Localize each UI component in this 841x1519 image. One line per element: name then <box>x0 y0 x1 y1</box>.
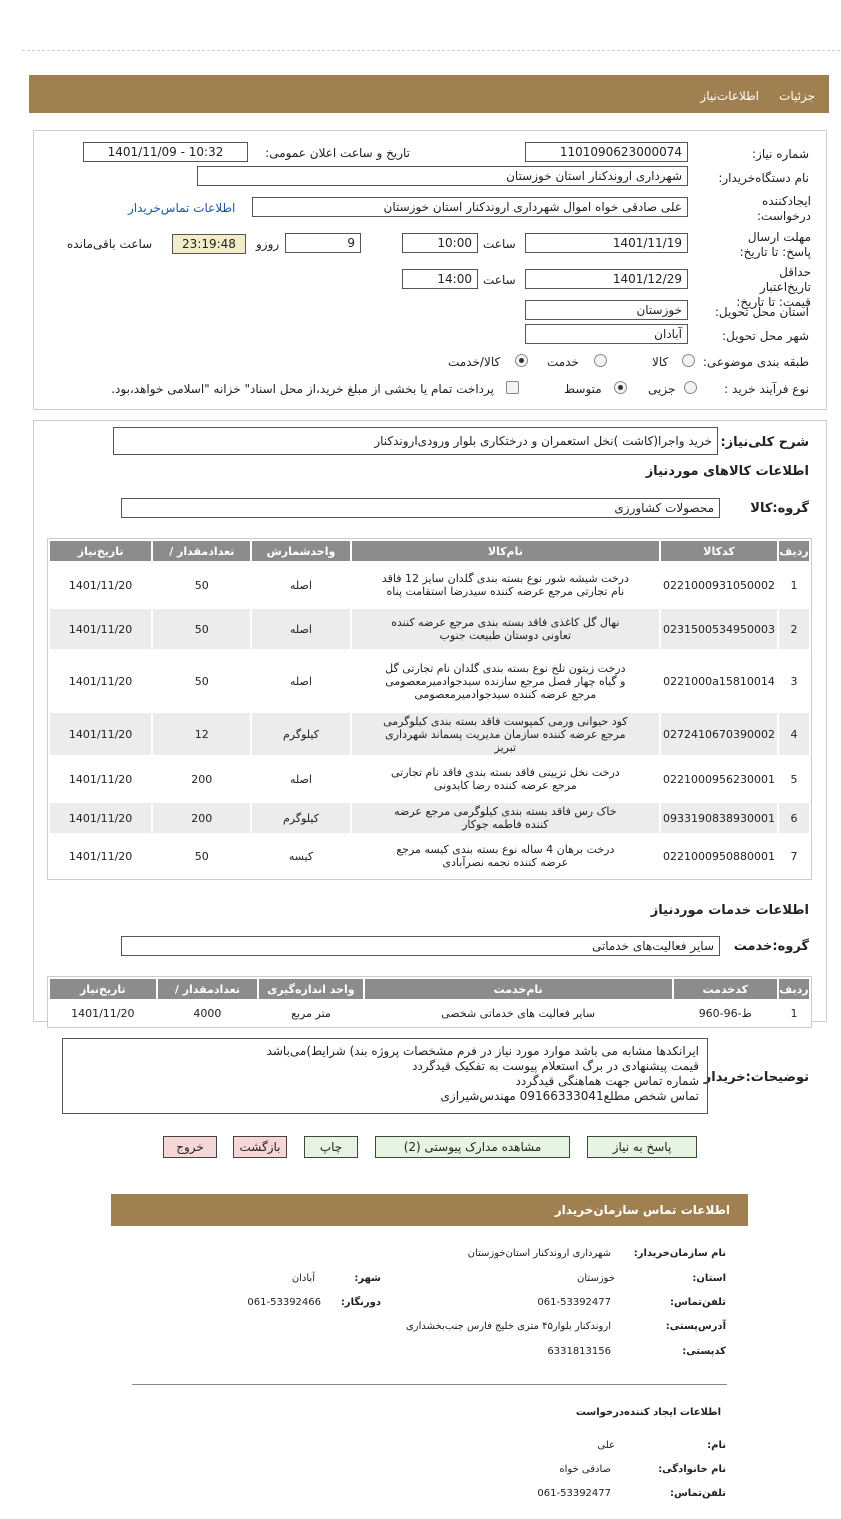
goods-group-field: محصولات کشاورزی <box>121 498 720 518</box>
goods-cell-unit: اصله <box>251 562 350 608</box>
creator-label: ایجادکننده درخواست: <box>757 194 811 223</box>
goods-cell-name: درخت زیتون تلخ نوع بسته بندی گلدان نام تجارتی گل و گیاه چهار فصل مرجع سازنده سیدجوادمیرمعصومی مرجع عرضه کننده سیدجوادمیرمعصومی <box>351 650 660 712</box>
goods-section-title: اطلاعات کالاهای موردنیاز <box>645 464 809 479</box>
goods-header-cell: واحدشمارش <box>251 540 350 562</box>
attachments-button[interactable]: مشاهده مدارک پیوستی (2) <box>375 1136 570 1158</box>
process-medium-label: متوسط <box>564 382 602 396</box>
city-label: شهر محل تحویل: <box>722 329 809 343</box>
services-cell-n: 1 <box>778 1000 810 1026</box>
creator-field: علی صادقی خواه اموال شهرداری اروندکنار استان خوزستان <box>252 197 688 217</box>
creator-section-title: اطلاعات ایجاد کننده‌درخواست <box>575 1407 721 1418</box>
goods-cell-code: 0221000a15810014 <box>660 650 778 712</box>
creator-fname-label: نام: <box>707 1440 726 1451</box>
payment-note: پرداخت تمام یا بخشی از مبلغ خرید،از محل اسناد" خزانه "اسلامی خواهد،بود. <box>111 382 494 396</box>
goods-row <box>49 756 810 802</box>
goods-cell-n: 6 <box>778 802 810 834</box>
send-time-field: 10:00 <box>402 233 478 253</box>
goods-cell-date: 1401/11/20 <box>49 756 152 802</box>
services-table <box>47 976 812 1028</box>
page-header <box>29 75 829 113</box>
goods-row <box>49 834 810 878</box>
announce-field: 1401/11/09 - 10:32 <box>83 142 248 162</box>
services-group-label: گروه:خدمت <box>733 939 809 954</box>
goods-cell-name: کود حیوانی ورمی کمپوست فاقد بسته بندی کیلوگرمی مرجع عرضه کننده سازمان مدیریت پسماند شهرداری تبریز <box>351 712 660 756</box>
back-button[interactable]: بازگشت <box>233 1136 287 1158</box>
goods-header-cell: نام‌کالا <box>351 540 660 562</box>
process-medium-radio[interactable] <box>614 381 627 394</box>
goods-header-cell: تاریخ‌نیاز <box>49 540 152 562</box>
notes-line: ایرانکدها مشابه می باشد موارد مورد نیاز در فرم مشخصات پروژه بند) شرایط)می‌باشد <box>266 1044 699 1058</box>
goods-cell-qty: 200 <box>152 756 251 802</box>
org-address-label: آدرس‌پستی: <box>665 1321 726 1332</box>
remaining-time: 23:19:48 <box>172 234 246 254</box>
goods-cell-date: 1401/11/20 <box>49 712 152 756</box>
org-fax: 061-53392466 <box>247 1297 321 1308</box>
services-row <box>49 1000 810 1026</box>
goods-cell-code: 0231500534950003 <box>660 608 778 650</box>
org-divider <box>132 1384 727 1385</box>
goods-cell-date: 1401/11/20 <box>49 608 152 650</box>
goods-cell-qty: 200 <box>152 802 251 834</box>
org-phone-label: تلفن‌تماس: <box>669 1297 726 1308</box>
goods-cell-name: نهال گل کاغذی فاقد بسته بندی مرجع عرضه کننده تعاونی دوستان طبیعت جنوب <box>351 608 660 650</box>
goods-header-cell: ردیف <box>778 540 810 562</box>
services-header-cell: تاریخ‌نیاز <box>49 978 157 1000</box>
summary-field: خرید واجرا(کاشت )نخل استعمران و درختکاری بلوار ورودی‌اروندکنار <box>113 427 718 455</box>
validity-label: حداقل تاریخ‌اعتبار قیمت: تا تاریخ: <box>736 265 811 309</box>
category-both-label: کالا/خدمت <box>448 355 501 369</box>
goods-cell-unit: اصله <box>251 756 350 802</box>
goods-cell-date: 1401/11/20 <box>49 650 152 712</box>
org-province-label: استان: <box>692 1273 726 1284</box>
goods-cell-qty: 50 <box>152 608 251 650</box>
goods-cell-date: 1401/11/20 <box>49 834 152 878</box>
need-no-label: شماره نیاز: <box>752 147 809 161</box>
org-contact-title: اطلاعات تماس سازمان‌خریدار <box>554 1203 730 1217</box>
process-label: نوع فرآیند خرید : <box>724 382 809 396</box>
org-fax-label: دورنگار: <box>340 1297 381 1308</box>
goods-cell-code: 0272410670390002 <box>660 712 778 756</box>
creator-phone-label: تلفن‌تماس: <box>669 1488 726 1499</box>
goods-header-cell: کدکالا <box>660 540 778 562</box>
services-header-cell: نام‌خدمت <box>364 978 673 1000</box>
creator-phone: 061-53392477 <box>537 1488 611 1499</box>
tab-details[interactable]: جزئیات <box>779 89 815 103</box>
org-address: اروندکنار بلوار۴۵ متری خلیج فارس جنب‌بخشداری <box>405 1321 611 1332</box>
services-cell-code: ط-96-960 <box>673 1000 779 1026</box>
buyer-contact-link[interactable]: اطلاعات تماس‌خریدار <box>128 201 236 215</box>
province-field: خوزستان <box>525 300 688 320</box>
summary-label: شرح کلی‌نیاز: <box>720 435 809 450</box>
city-field: آبادان <box>525 324 688 344</box>
validity-time-label: ساعت <box>483 273 516 287</box>
validity-time-field: 14:00 <box>402 269 478 289</box>
goods-cell-code: 0221000950880001 <box>660 834 778 878</box>
category-label: طبقه بندی موضوعی: <box>702 355 809 369</box>
category-goods-label: کالا <box>652 355 669 369</box>
goods-row <box>49 802 810 834</box>
services-header-cell: کدخدمت <box>673 978 779 1000</box>
services-cell-date: 1401/11/20 <box>49 1000 157 1026</box>
services-cell-qty: 4000 <box>157 1000 259 1026</box>
services-cell-unit: متر مربع <box>258 1000 364 1026</box>
buyer-field: شهرداری اروندکنار استان خوزستان <box>197 166 688 186</box>
goods-cell-n: 4 <box>778 712 810 756</box>
goods-cell-code: 0221000956230001 <box>660 756 778 802</box>
goods-cell-unit: کیلوگرم <box>251 712 350 756</box>
send-date-field: 1401/11/19 <box>525 233 688 253</box>
goods-cell-n: 1 <box>778 562 810 608</box>
announce-label: تاریخ و ساعت اعلان عمومی: <box>265 146 410 160</box>
goods-cell-n: 2 <box>778 608 810 650</box>
goods-cell-unit: اصله <box>251 608 350 650</box>
goods-row <box>49 608 810 650</box>
goods-cell-qty: 50 <box>152 834 251 878</box>
goods-row <box>49 562 810 608</box>
send-deadline-label: مهلت ارسال پاسخ: تا تاریخ: <box>739 230 811 259</box>
notes-line: قیمت پیشنهادی در برگ استعلام پیوست به تفکیک قیدگردد <box>412 1059 699 1073</box>
goods-cell-unit: اصله <box>251 650 350 712</box>
creator-fname: علی <box>597 1440 615 1451</box>
goods-row <box>49 650 810 712</box>
goods-row <box>49 712 810 756</box>
services-header-cell: تعدادمقدار / <box>157 978 259 1000</box>
goods-table <box>47 538 812 880</box>
org-name-label: نام سازمان‌خریدار: <box>633 1248 726 1259</box>
days-field: 9 <box>285 233 361 253</box>
services-section-title: اطلاعات خدمات موردنیاز <box>650 903 809 918</box>
notes-line: تماس شخص مطلع09166333041 مهندس‌شیرازی <box>440 1089 699 1103</box>
goods-cell-n: 7 <box>778 834 810 878</box>
process-partial-label: جزیی <box>648 382 676 396</box>
goods-header-cell: تعدادمقدار / <box>152 540 251 562</box>
goods-cell-qty: 12 <box>152 712 251 756</box>
tab-need-info[interactable]: اطلاعات‌نیاز <box>700 89 759 103</box>
notes-line: شماره تماس جهت هماهنگی قیدگردد <box>515 1074 699 1088</box>
services-group-field: سایر فعالیت‌های خدماتی <box>121 936 720 956</box>
goods-cell-date: 1401/11/20 <box>49 802 152 834</box>
goods-cell-code: 0933190838930001 <box>660 802 778 834</box>
reply-button[interactable]: پاسخ به نیاز <box>587 1136 697 1158</box>
creator-lname: صادقی خواه <box>559 1464 611 1475</box>
org-name: شهرداری اروندکنار استان‌خوزستان <box>467 1248 611 1259</box>
category-service-label: خدمت <box>547 355 579 369</box>
org-contact-header <box>111 1194 748 1226</box>
goods-cell-name: درخت برهان 4 ساله نوع بسته بندی کیسه مرجع عرضه کننده نجمه نصرآبادی <box>351 834 660 878</box>
goods-cell-unit: کیسه <box>251 834 350 878</box>
top-divider <box>22 50 840 51</box>
org-postal: 6331813156 <box>547 1346 611 1357</box>
days-label: روزو <box>256 237 280 251</box>
services-cell-name: سایر فعالیت های خدماتی شخصی <box>364 1000 673 1026</box>
category-goods-radio[interactable] <box>682 354 695 367</box>
buyer-label: نام دستگاه‌خریدار: <box>718 171 809 185</box>
goods-cell-n: 3 <box>778 650 810 712</box>
org-city: آبادان <box>291 1273 315 1284</box>
send-time-label: ساعت <box>483 237 516 251</box>
goods-cell-n: 5 <box>778 756 810 802</box>
goods-cell-qty: 50 <box>152 562 251 608</box>
province-label: استان محل تحویل: <box>714 305 809 319</box>
services-header-cell: واحد اندازه‌گیری <box>258 978 364 1000</box>
buyer-notes-box <box>62 1038 708 1114</box>
goods-cell-name: درخت نخل تزیینی فاقد بسته بندی فاقد نام تجارتی مرجع عرضه کننده رضا کایدونی <box>351 756 660 802</box>
goods-cell-date: 1401/11/20 <box>49 562 152 608</box>
process-partial-radio[interactable] <box>684 381 697 394</box>
category-both-radio[interactable] <box>515 354 528 367</box>
goods-cell-qty: 50 <box>152 650 251 712</box>
goods-cell-name: درخت شیشه شور نوع بسته بندی گلدان سایز 12 فاقد نام تجارتی مرجع عرضه کننده سیدرضا استقامت پناه <box>351 562 660 608</box>
org-province: خوزستان <box>577 1273 615 1284</box>
remaining-label: ساعت باقی‌مانده <box>67 237 153 251</box>
goods-cell-unit: کیلوگرم <box>251 802 350 834</box>
services-header-cell: ردیف <box>778 978 810 1000</box>
category-service-radio[interactable] <box>594 354 607 367</box>
need-no-field: 1101090623000074 <box>525 142 688 162</box>
creator-lname-label: نام خانوادگی: <box>658 1464 726 1475</box>
goods-group-label: گروه:کالا <box>750 501 809 516</box>
goods-cell-name: خاک رس فاقد بسته بندی کیلوگرمی مرجع عرضه کننده فاطمه جوکار <box>351 802 660 834</box>
org-postal-label: کدپستی: <box>682 1346 726 1357</box>
exit-button[interactable]: خروج <box>163 1136 217 1158</box>
goods-cell-code: 0221000931050002 <box>660 562 778 608</box>
print-button[interactable]: چاپ <box>304 1136 358 1158</box>
org-phone: 061-53392477 <box>537 1297 611 1308</box>
payment-checkbox[interactable] <box>506 381 519 394</box>
buyer-notes-label: توضیحات:خریدار <box>703 1070 809 1085</box>
validity-date-field: 1401/12/29 <box>525 269 688 289</box>
org-city-label: شهر: <box>354 1273 381 1284</box>
